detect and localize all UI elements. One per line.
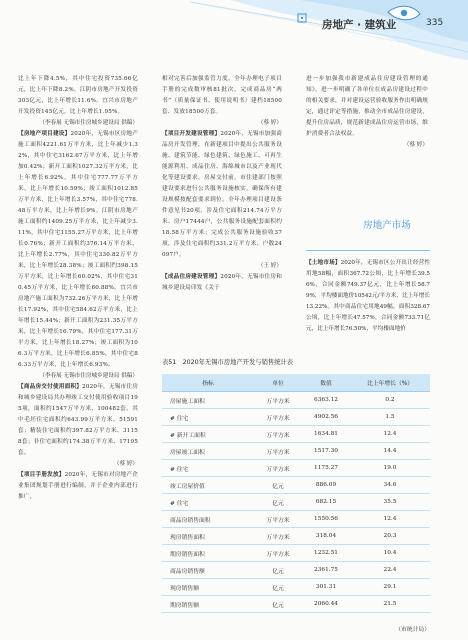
indicator-cell: 期房销售额: [162, 596, 254, 613]
table-row: [162, 460, 430, 477]
table-header-row: [162, 374, 430, 392]
unit-cell: 万平方米: [254, 545, 302, 562]
section-paragraph: [18, 129, 138, 371]
table-row: [162, 596, 430, 613]
column-header: 指标: [162, 374, 254, 392]
growth-cell: 34.6: [350, 477, 430, 494]
indicator-cell: 商品房销售额: [162, 562, 254, 579]
value-cell: 1550.56: [302, 511, 350, 528]
indicator-cell: 商品房销售面积: [162, 511, 254, 528]
table-row: [162, 545, 430, 562]
indicator-cell: 房屋施工面积: [162, 392, 254, 409]
unit-cell: 万平方米: [254, 392, 302, 409]
section-heading: 【房地产项目建设】: [18, 131, 71, 137]
growth-cell: 12.4: [350, 426, 430, 443]
value-cell: 6363.12: [302, 392, 350, 409]
section-banner: 房地产市场: [363, 220, 411, 231]
table-row: [162, 409, 430, 426]
unit-cell: 万平方米: [254, 528, 302, 545]
growth-cell: 12.4: [350, 511, 430, 528]
section-heading: 【成品住房建设管理】: [162, 274, 221, 280]
value-cell: 1175.27: [302, 460, 350, 477]
paragraph: 比上年下降4.5%，其中住宅投资735.66亿元，比上年下降8.2%。江阴市房地产开发投资303亿元，比上年增长11.6%。宜兴市房地产开发投资145亿元，比上年增长1.95%。: [18, 76, 138, 115]
unit-cell: 亿元: [254, 596, 302, 613]
growth-cell: 35.5: [350, 494, 430, 511]
paragraph: 相对完善后加强监管力度，全年办理电子项目手册的完成数审核81批次，完成商品房“两书”（质量保证书、使用说明书）建档18500套、发放18500万套。: [162, 76, 282, 115]
unit-cell: 万平方米: [254, 511, 302, 528]
column-left: [18, 74, 138, 626]
value-cell: 886.09: [302, 477, 350, 494]
value-cell: 2361.75: [302, 562, 350, 579]
section-paragraph: [306, 258, 430, 335]
column-middle: [162, 74, 282, 342]
section-heading: 【项目开发建设管理】: [162, 131, 221, 137]
column-header: 数值: [302, 374, 350, 392]
paragraph-text: 2020年，无锡市住房和城乡建设局印发《关于: [162, 274, 282, 291]
value-cell: 2060.44: [302, 596, 350, 613]
unit-cell: 万平方米: [254, 426, 302, 443]
indicator-cell: 竣工房屋价值: [162, 477, 254, 494]
unit-cell: 亿元: [254, 477, 302, 494]
section-heading: 【商品房交付使用面积】: [18, 384, 83, 390]
indicator-cell: 期房销售面积: [162, 545, 254, 562]
value-cell: 1634.81: [302, 426, 350, 443]
value-cell: 682.15: [302, 494, 350, 511]
source-credit: （蔡 婷）: [257, 120, 282, 126]
indicator-cell: # 住宅: [162, 460, 254, 477]
column-header: 单位: [254, 374, 302, 392]
table-title: 表51 2020年无锡市房地产开发与销售统计表: [162, 359, 294, 366]
table-source: （市统计局）: [395, 627, 430, 633]
section-paragraph: [18, 382, 138, 459]
table-row: [162, 494, 430, 511]
paragraph-text: 2020年，无锡市住房和城乡建设局共办理竣工交付使用验收项目195项，面积约1547万平方米、100482套，其中毛坯住宅面积约643.99万平方米、51591套；精装住宅面积约397.82万平方米、31158套；非住宅面积约174.38万平方米、17195套。: [18, 384, 138, 456]
indicator-cell: 现房销售面积: [162, 528, 254, 545]
growth-cell: 1.5: [350, 409, 430, 426]
section-paragraph: [162, 272, 282, 294]
table-row: [162, 477, 430, 494]
indicator-cell: 现房销售额: [162, 579, 254, 596]
unit-cell: 万平方米: [254, 443, 302, 460]
page-number: 335: [426, 18, 444, 28]
unit-cell: 亿元: [254, 494, 302, 511]
unit-cell: 亿元: [254, 579, 302, 596]
column-header: 比上年增长（%）: [350, 374, 430, 392]
table-row: [162, 392, 430, 409]
growth-cell: 21.5: [350, 596, 430, 613]
paragraph-text: 2020年，无锡市区公开出让经营性用地58幅，面积367.72公顷，比上年增长39.56%，合同金额749.37亿元，比上年增长58.79%，平均楼面地价10542元/平方米，比上年增长13.22%。其中商品住宅用地49幅，面积328.67公顷，比上年增长47.57%，合同金额733.71亿元，比上年增长76.50%，平均楼面地价: [306, 260, 430, 332]
table-row: [162, 511, 430, 528]
table-row: [162, 579, 430, 596]
source-credit: （王 婷）: [257, 263, 282, 269]
paragraph-text: 2020年，无锡市加强商品房开发管理，在新建项目中提出公共服务设施、建筑节能、绿色建筑、绿色施工、可再生能源利用、成品住房、海绵城市以及产业现代化等建设要求。房屋交付前，市住建部门按照建设要求进行公共服务设施核实，确保所有建设规模按配套要求到位，全年办理项目建设条件意见书20项，涉及住宅面积214.74万平方米、房户17444户，公共服务设施配套面积约18.58万平方米；完成公共服务设施验收37项，涉及住宅面积约331.2万平方米、户数24097户。: [162, 131, 282, 258]
growth-cell: 29.1: [350, 579, 430, 596]
section-heading: 【土地市场】: [306, 260, 341, 266]
section-heading: 【项目手册发放】: [18, 472, 65, 478]
table-row: [162, 562, 430, 579]
indicator-cell: # 住宅: [162, 494, 254, 511]
paragraph: 进一步加强我市新建成品住房建设管理的通知》，进一步明确了各单位在成品房建设过程中的相关要求，并对建设运营验收服务作出明确规定，通过评定等措施，推动全市成品住房建设，提升住房品质，规范新建成品住房运营市场，维护消费者合法权益。: [306, 76, 428, 137]
source-credit: （李春展 无锡市住房城乡建设局 供稿）: [39, 120, 138, 126]
section-paragraph: [18, 470, 138, 503]
section-title: 房地产 · 建筑业: [322, 19, 397, 31]
source-credit: （李春展 无锡市住房城乡建设局 供稿）: [39, 373, 138, 379]
growth-cell: 19.0: [350, 460, 430, 477]
table-row: [162, 528, 430, 545]
unit-cell: 亿元: [254, 562, 302, 579]
growth-cell: 22.4: [350, 562, 430, 579]
banner-divider: [306, 250, 430, 251]
value-cell: 318.04: [302, 528, 350, 545]
value-cell: 4902.56: [302, 409, 350, 426]
source-credit: （蔡 婷）: [403, 142, 428, 148]
value-cell: 301.31: [302, 579, 350, 596]
source-credit: （蔡 婷）: [113, 461, 138, 467]
indicator-cell: 房屋竣工面积: [162, 443, 254, 460]
growth-cell: 0.2: [350, 392, 430, 409]
indicator-cell: # 新开工面积: [162, 426, 254, 443]
stats-table: [162, 374, 430, 613]
unit-cell: 万平方米: [254, 409, 302, 426]
growth-cell: 10.4: [350, 545, 430, 562]
header-wave-decoration: [0, 0, 468, 60]
unit-cell: 万平方米: [254, 460, 302, 477]
page-header: [0, 0, 468, 60]
growth-cell: 14.4: [350, 443, 430, 460]
growth-cell: 20.3: [350, 528, 430, 545]
section-paragraph: [162, 129, 282, 261]
table-row: [162, 426, 430, 443]
paragraph-text: 2020年，无锡市对房地产企业集团规划手册进行编制，并于企业内部进行推广，: [18, 472, 138, 500]
indicator-cell: # 住宅: [162, 409, 254, 426]
table-row: [162, 443, 430, 460]
value-cell: 1232.51: [302, 545, 350, 562]
paragraph-text: 2020年，无锡市区房地产施工面积4221.61万平方米，比上年减少1.32%，其中住宅3162.67万平方米，比上年增加0.42%；新开工面积1027.32万平方米，比上年增长6.92%，其中住宅777.77万平方米，比上年增长10.59%；竣工面积1012.85万平方米，比上年增长3.57%，其中住宅778.48万平方米，比上年增长9%。江阴市房地产施工面积约1409.25万平方米，比上年减少3.11%，其中住宅1155.27万平方米，比上年增长0.76%；新开工面积约376.14万平方米，比上年增长2.77%，其中住宅330.82万平方米，比上年增长28.38%；竣工面积约398.15万平方米，比上年增长60.02%，其中住宅310.45万平方米，比上年增长60.88%。宜兴市房地产施工面积为732.26万平方米，比上年增长17.92%，其中住宅584.62万平方米，比上年增长15.44%；新开工面积为231.35万平方米，比上年增长16.79%，其中住宅177.31万平方米，比上年增长18.27%；竣工面积为106.3万平方米，比上年增长6.85%，其中住宅86.33万平方米，比上年增长6.93%。: [18, 131, 138, 368]
column-right-lower: [306, 258, 430, 358]
value-cell: 1517.30: [302, 443, 350, 460]
